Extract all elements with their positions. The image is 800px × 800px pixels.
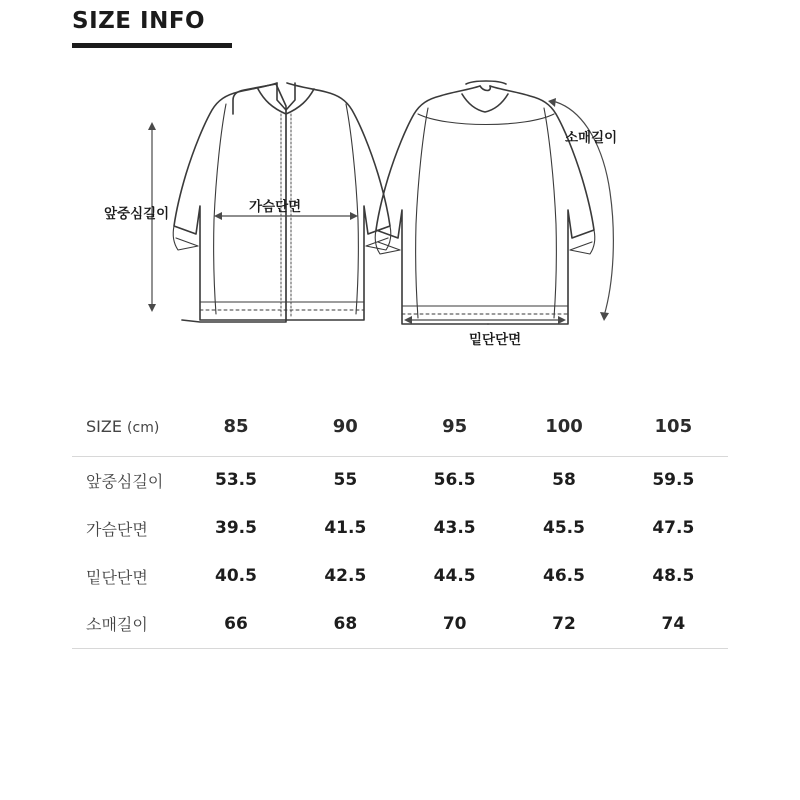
cell-hem-width-95: 44.5 xyxy=(433,566,476,586)
page-title: SIZE INFO xyxy=(72,8,206,34)
column-header-size-1: 90 xyxy=(332,416,358,438)
title-underline xyxy=(72,43,232,48)
cell-hem-width-85: 40.5 xyxy=(215,566,257,586)
hem-width-arrow xyxy=(404,316,566,324)
cell-hem-width-90: 42.5 xyxy=(324,566,367,586)
cell-hem-width-105: 48.5 xyxy=(652,566,695,586)
cell-front-length-100: 58 xyxy=(552,470,576,491)
size-table-head xyxy=(72,398,728,456)
cell-sleeve-length-95: 70 xyxy=(442,613,467,634)
cell-chest-width-90: 41.5 xyxy=(324,518,367,538)
cell-front-length-85: 53.5 xyxy=(215,470,257,491)
size-table xyxy=(72,398,728,649)
table-row xyxy=(72,552,728,600)
cell-chest-width-105: 47.5 xyxy=(652,518,695,538)
row-label-chest-width: 가슴단면 xyxy=(86,519,148,539)
cell-chest-width-95: 43.5 xyxy=(433,518,476,538)
cell-front-length-95: 56.5 xyxy=(433,470,476,491)
jacket-back-illustration xyxy=(375,81,595,324)
cell-front-length-105: 59.5 xyxy=(652,470,695,491)
size-table-wrapper xyxy=(72,398,728,649)
size-label: SIZE xyxy=(86,417,122,437)
label-chest-width: 가슴단면 xyxy=(249,199,302,215)
cell-sleeve-length-100: 72 xyxy=(552,613,576,634)
label-hem-width: 밑단단면 xyxy=(469,332,522,348)
table-header-row xyxy=(72,398,728,456)
column-header-size-2: 95 xyxy=(442,416,468,438)
column-header-size-3: 100 xyxy=(545,416,583,438)
table-row xyxy=(72,504,728,552)
column-header-size-0: 85 xyxy=(223,416,249,438)
garment-diagram xyxy=(0,70,800,380)
column-header-size xyxy=(72,398,181,456)
label-sleeve-length: 소매길이 xyxy=(565,130,618,146)
page-header xyxy=(72,8,372,48)
column-header-size-4: 105 xyxy=(654,416,693,438)
size-unit: (cm) xyxy=(127,420,160,437)
cell-chest-width-100: 45.5 xyxy=(543,518,585,538)
cell-sleeve-length-105: 74 xyxy=(661,613,686,634)
row-label-hem-width: 밑단단면 xyxy=(86,567,148,587)
row-label-front-length: 앞중심길이 xyxy=(86,471,164,491)
size-table-body xyxy=(72,456,728,648)
cell-chest-width-85: 39.5 xyxy=(215,518,257,538)
table-row xyxy=(72,456,728,504)
cell-hem-width-100: 46.5 xyxy=(543,566,585,586)
cell-front-length-90: 55 xyxy=(333,470,358,491)
table-row xyxy=(72,600,728,648)
cell-sleeve-length-90: 68 xyxy=(333,613,358,634)
label-front-length: 앞중심길이 xyxy=(104,206,170,222)
cell-sleeve-length-85: 66 xyxy=(224,613,248,634)
row-label-sleeve-length: 소매길이 xyxy=(86,615,148,635)
garment-diagram-svg xyxy=(0,70,800,380)
